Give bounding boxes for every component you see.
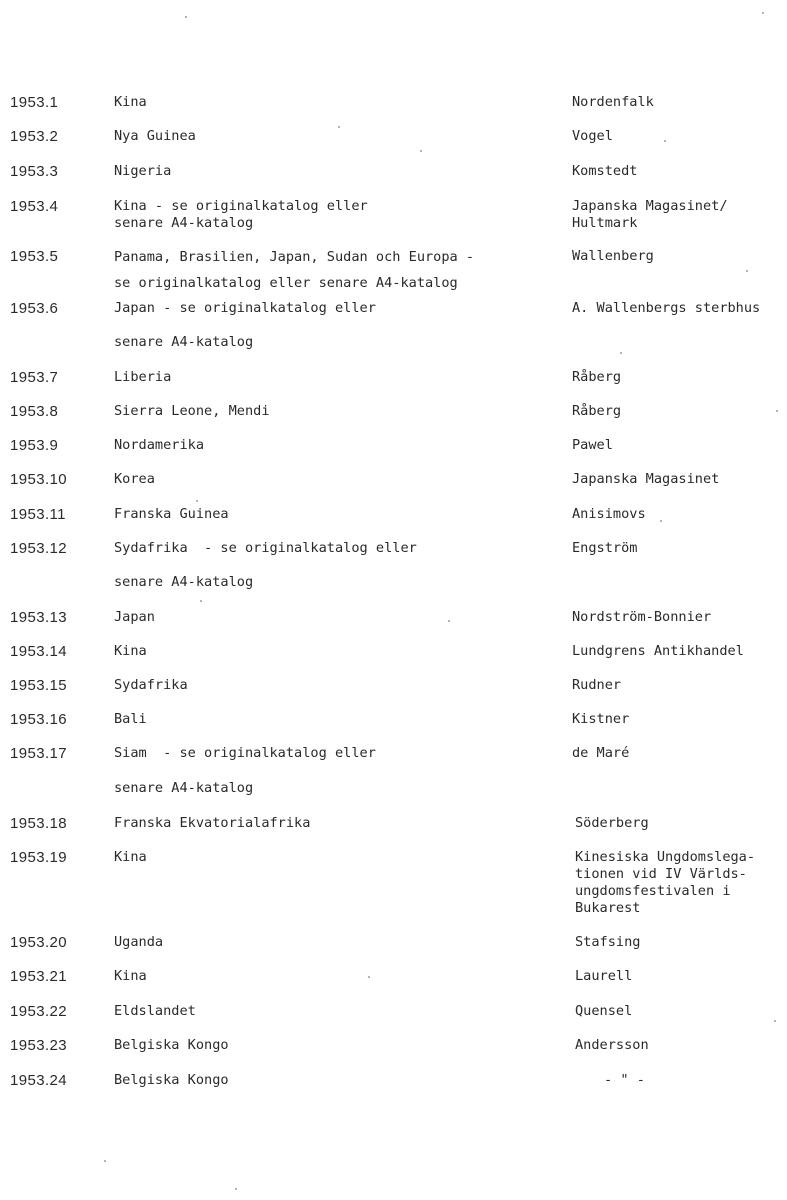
entry-description: Belgiska Kongo [114, 1037, 229, 1053]
entry-donor: Kistner [572, 711, 630, 727]
entry-number: 1953.19 [10, 849, 68, 866]
scan-speck [368, 976, 370, 978]
entry-number: 1953.23 [10, 1037, 68, 1054]
entry-number: 1953.9 [10, 437, 59, 454]
entry-description-continued: senare A4-katalog [114, 574, 254, 590]
scan-speck [200, 600, 202, 602]
entry-number: 1953.15 [10, 677, 68, 694]
entry-donor: Nordström-Bonnier [572, 609, 712, 625]
entry-description: Sierra Leone, Mendi [114, 403, 270, 419]
entry-number: 1953.2 [10, 128, 59, 145]
entry-donor: Råberg [572, 403, 622, 419]
entry-number: 1953.8 [10, 403, 59, 420]
entry-number: 1953.5 [10, 248, 59, 265]
entry-description: Kina [114, 643, 147, 659]
scan-speck [762, 12, 764, 14]
entry-donor: Anisimovs [572, 506, 646, 522]
entry-description: Sydafrika [114, 677, 188, 693]
entry-description: Siam - se originalkatalog eller [114, 745, 376, 761]
entry-description: Nya Guinea [114, 128, 196, 144]
entry-number: 1953.12 [10, 540, 68, 557]
scan-speck [660, 520, 662, 522]
entry-number: 1953.1 [10, 94, 59, 111]
entry-donor: A. Wallenbergs sterbhus [572, 300, 761, 316]
entry-donor: Lundgrens Antikhandel [572, 643, 744, 659]
entry-description: Panama, Brasilien, Japan, Sudan och Europa - se originalkatalog eller senare A4-katalog [114, 249, 475, 291]
entry-donor: Vogel [572, 128, 613, 144]
entry-number: 1953.6 [10, 300, 59, 317]
entry-donor: Söderberg [575, 815, 649, 831]
scan-speck [620, 352, 622, 354]
scan-speck [448, 620, 450, 622]
scan-speck [746, 270, 748, 272]
entry-donor: Japanska Magasinet/ Hultmark [572, 198, 728, 231]
entry-donor: de Maré [572, 745, 630, 761]
entry-description-continued: senare A4-katalog [114, 780, 254, 796]
entry-description-continued: senare A4-katalog [114, 334, 254, 350]
entry-donor: Pawel [572, 437, 613, 453]
entry-description: Kina [114, 94, 147, 110]
entry-description: Uganda [114, 934, 164, 950]
scan-speck [235, 1188, 237, 1190]
entry-description: Bali [114, 711, 147, 727]
entry-description: Kina [114, 968, 147, 984]
entry-description: Sydafrika - se originalkatalog eller [114, 540, 417, 556]
entry-number: 1953.16 [10, 711, 68, 728]
entry-number: 1953.14 [10, 643, 68, 660]
entry-number: 1953.13 [10, 609, 68, 626]
entry-number: 1953.21 [10, 968, 68, 985]
scan-speck [185, 16, 187, 18]
scan-speck [196, 500, 198, 502]
entry-donor: Komstedt [572, 163, 638, 179]
entry-number: 1953.11 [10, 506, 66, 523]
entry-donor: Andersson [575, 1037, 649, 1053]
entry-number: 1953.10 [10, 471, 68, 488]
entry-number: 1953.4 [10, 198, 59, 215]
scan-speck [104, 1160, 106, 1162]
entry-number: 1953.22 [10, 1003, 68, 1020]
entry-number: 1953.18 [10, 815, 68, 832]
entry-description: Kina [114, 849, 147, 865]
entry-donor: Laurell [575, 968, 633, 984]
scan-speck [420, 150, 422, 152]
entry-description: Japan - se originalkatalog eller [114, 300, 376, 316]
entry-description: Japan [114, 609, 155, 625]
entry-number: 1953.17 [10, 745, 68, 762]
entry-donor: Nordenfalk [572, 94, 654, 110]
entry-description: Franska Guinea [114, 506, 229, 522]
scan-speck [338, 126, 340, 128]
entry-description: Korea [114, 471, 155, 487]
entry-description: Franska Ekvatorialafrika [114, 815, 311, 831]
entry-description: Belgiska Kongo [114, 1072, 229, 1088]
entry-donor: Kinesiska Ungdomslega- tionen vid IV Världs- ungdomsfestivalen i Bukarest [575, 849, 756, 916]
entry-description: Eldslandet [114, 1003, 196, 1019]
entry-number: 1953.24 [10, 1072, 68, 1089]
entry-donor: Råberg [572, 369, 622, 385]
scan-speck [776, 410, 778, 412]
entry-donor: Rudner [572, 677, 622, 693]
entry-description: Nordamerika [114, 437, 205, 453]
entry-donor: Wallenberg [572, 248, 654, 264]
entry-donor: - " - [604, 1072, 645, 1088]
entry-donor: Japanska Magasinet [572, 471, 720, 487]
entry-donor: Quensel [575, 1003, 633, 1019]
entry-number: 1953.3 [10, 163, 59, 180]
entry-description: Liberia [114, 369, 172, 385]
entry-number: 1953.7 [10, 369, 59, 386]
entry-donor: Stafsing [575, 934, 641, 950]
entry-description: Kina - se originalkatalog eller senare A4-katalog [114, 198, 368, 231]
entry-donor: Engström [572, 540, 638, 556]
entry-number: 1953.20 [10, 934, 68, 951]
entry-description: Nigeria [114, 163, 172, 179]
scan-speck [664, 140, 666, 142]
scan-speck [774, 1020, 776, 1022]
